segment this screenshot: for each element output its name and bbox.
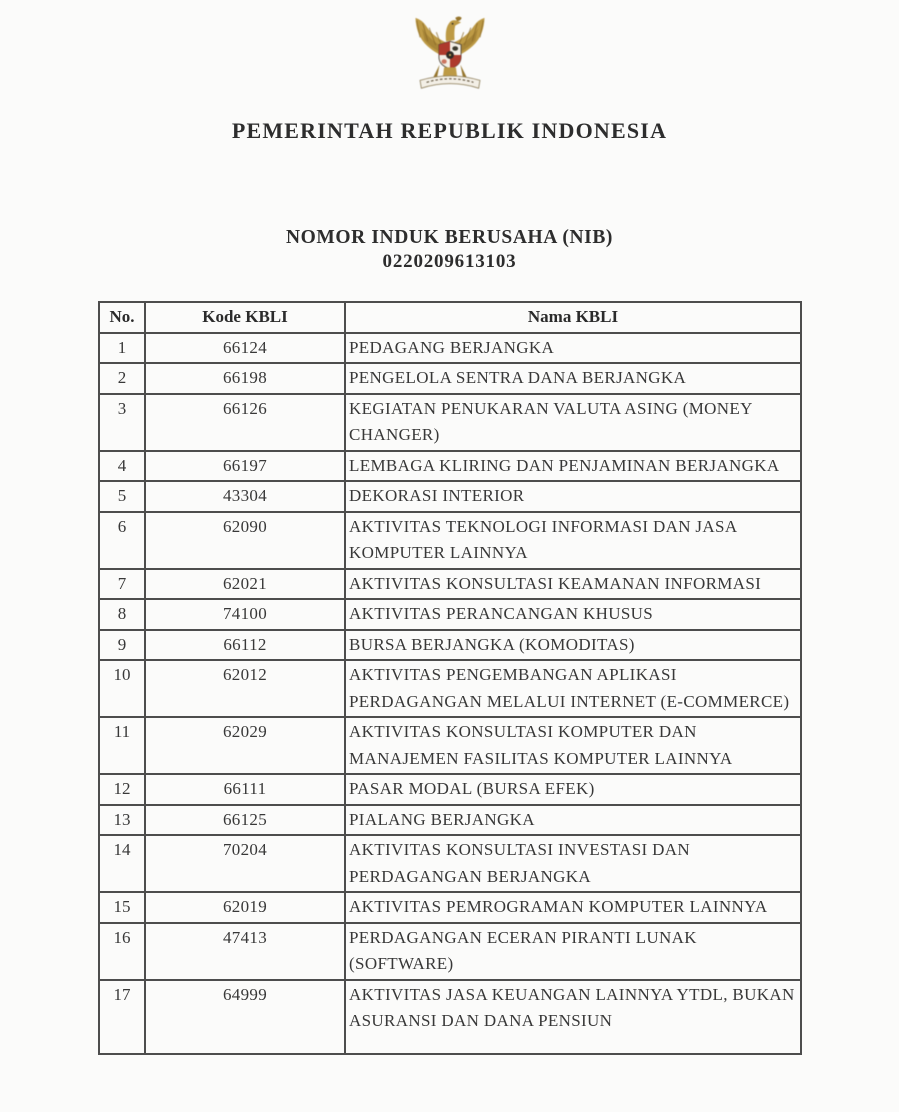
table-row	[99, 394, 801, 451]
table-row	[99, 569, 801, 600]
table-row	[99, 599, 801, 630]
cell-nama: DEKORASI INTERIOR	[345, 481, 801, 512]
table-row	[99, 451, 801, 482]
document-heading	[0, 226, 899, 274]
table-row	[99, 717, 801, 774]
document-title: NOMOR INDUK BERUSAHA (NIB)	[285, 227, 614, 248]
table-row	[99, 481, 801, 512]
pancasila-shield-icon	[438, 41, 460, 68]
cell-no: 5	[99, 481, 145, 512]
cell-kode: 74100	[145, 599, 345, 630]
garuda-head-icon	[445, 17, 461, 42]
table-row	[99, 333, 801, 364]
header-kode-kbli: Kode KBLI	[145, 302, 345, 333]
kbli-table-body	[99, 333, 801, 1054]
cell-no: 4	[99, 451, 145, 482]
emblem-container	[0, 0, 899, 105]
cell-kode: 66197	[145, 451, 345, 482]
cell-nama: BURSA BERJANGKA (KOMODITAS)	[345, 630, 801, 661]
cell-nama: AKTIVITAS TEKNOLOGI INFORMASI DAN JASA KOMPUTER LAINNYA	[345, 512, 801, 569]
cell-kode: 64999	[145, 980, 345, 1054]
header-nama-kbli: Nama KBLI	[345, 302, 801, 333]
cell-nama: AKTIVITAS PEMROGRAMAN KOMPUTER LAINNYA	[345, 892, 801, 923]
table-row	[99, 805, 801, 836]
cell-nama: PEDAGANG BERJANGKA	[345, 333, 801, 364]
cell-kode: 66124	[145, 333, 345, 364]
table-row	[99, 980, 801, 1054]
cell-nama: AKTIVITAS PENGEMBANGAN APLIKASI PERDAGANGAN MELALUI INTERNET (E-COMMERCE)	[345, 660, 801, 717]
cell-kode: 66198	[145, 363, 345, 394]
header-row	[99, 302, 801, 333]
cell-kode: 62090	[145, 512, 345, 569]
cell-no: 1	[99, 333, 145, 364]
cell-kode: 43304	[145, 481, 345, 512]
cell-no: 14	[99, 835, 145, 892]
cell-kode: 70204	[145, 835, 345, 892]
cell-no: 8	[99, 599, 145, 630]
cell-kode: 62021	[145, 569, 345, 600]
cell-nama: AKTIVITAS KONSULTASI KOMPUTER DAN MANAJEMEN FASILITAS KOMPUTER LAINNYA	[345, 717, 801, 774]
cell-no: 3	[99, 394, 145, 451]
table-row	[99, 835, 801, 892]
table-row	[99, 923, 801, 980]
cell-nama: PERDAGANGAN ECERAN PIRANTI LUNAK (SOFTWARE)	[345, 923, 801, 980]
cell-no: 2	[99, 363, 145, 394]
cell-no: 17	[99, 980, 145, 1054]
cell-kode: 66112	[145, 630, 345, 661]
cell-nama: KEGIATAN PENUKARAN VALUTA ASING (MONEY CHANGER)	[345, 394, 801, 451]
table-row	[99, 774, 801, 805]
cell-no: 10	[99, 660, 145, 717]
table-row	[99, 630, 801, 661]
cell-nama: PASAR MODAL (BURSA EFEK)	[345, 774, 801, 805]
cell-nama: PENGELOLA SENTRA DANA BERJANGKA	[345, 363, 801, 394]
cell-nama: LEMBAGA KLIRING DAN PENJAMINAN BERJANGKA	[345, 451, 801, 482]
cell-kode: 66111	[145, 774, 345, 805]
cell-no: 12	[99, 774, 145, 805]
kbli-table-header	[99, 302, 801, 333]
header-no: No.	[99, 302, 145, 333]
table-row	[99, 363, 801, 394]
cell-no: 13	[99, 805, 145, 836]
cell-nama: AKTIVITAS JASA KEUANGAN LAINNYA YTDL, BUKAN ASURANSI DAN DANA PENSIUN	[345, 980, 801, 1054]
cell-kode: 66126	[145, 394, 345, 451]
cell-kode: 66125	[145, 805, 345, 836]
cell-kode: 47413	[145, 923, 345, 980]
cell-nama: AKTIVITAS PERANCANGAN KHUSUS	[345, 599, 801, 630]
government-title: PEMERINTAH REPUBLIK INDONESIA	[231, 118, 668, 143]
cell-no: 16	[99, 923, 145, 980]
cell-no: 9	[99, 630, 145, 661]
cell-nama: PIALANG BERJANGKA	[345, 805, 801, 836]
table-row	[99, 660, 801, 717]
cell-kode: 62029	[145, 717, 345, 774]
cell-no: 6	[99, 512, 145, 569]
cell-kode: 62012	[145, 660, 345, 717]
cell-no: 15	[99, 892, 145, 923]
kbli-table	[98, 301, 802, 1055]
cell-no: 7	[99, 569, 145, 600]
cell-no: 11	[99, 717, 145, 774]
garuda-pancasila-emblem	[407, 5, 493, 105]
cell-nama: AKTIVITAS KONSULTASI KEAMANAN INFORMASI	[345, 569, 801, 600]
document-number: 0220209613103	[382, 251, 517, 272]
table-row	[99, 892, 801, 923]
cell-kode: 62019	[145, 892, 345, 923]
cell-nama: AKTIVITAS KONSULTASI INVESTASI DAN PERDAGANGAN BERJANGKA	[345, 835, 801, 892]
banner-scroll-icon	[420, 76, 480, 88]
table-row	[99, 512, 801, 569]
